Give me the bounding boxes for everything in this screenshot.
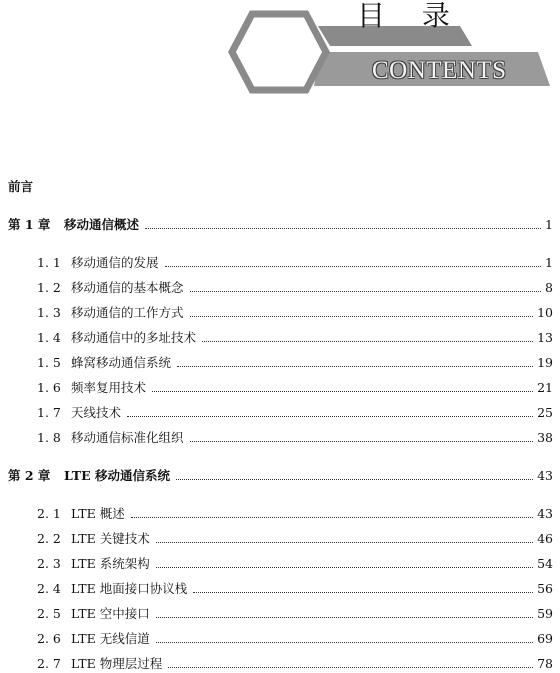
- toc-section-row[interactable]: [37, 380, 553, 396]
- toc-section-row[interactable]: [37, 631, 553, 647]
- toc-entry-title: LTE 无线信道: [71, 631, 150, 646]
- toc-entry-title: LTE 空中接口: [71, 606, 150, 621]
- toc-page-number: 43: [537, 506, 553, 521]
- toc-entry-title: LTE 地面接口协议栈: [71, 581, 188, 596]
- toc-dot-leader: [165, 266, 542, 267]
- toc-entry-title: 移动通信概述: [64, 217, 140, 232]
- toc-entry-title: 移动通信的工作方式: [71, 305, 184, 320]
- toc-section-row[interactable]: [37, 556, 553, 572]
- toc-entry-title: 天线技术: [71, 405, 122, 420]
- toc-section-row[interactable]: [37, 305, 553, 321]
- toc-section-row[interactable]: [37, 506, 553, 522]
- toc-page-number: 10: [537, 305, 553, 320]
- toc-dot-leader: [168, 667, 533, 668]
- toc-entry-number: 2. 6: [37, 631, 61, 646]
- toc-entry-title: LTE 概述: [71, 506, 125, 521]
- toc-dot-leader: [156, 617, 533, 618]
- toc-entry-number: 1. 2: [37, 280, 61, 295]
- toc-preface[interactable]: [8, 179, 33, 195]
- toc-entry-title: 蜂窝移动通信系统: [71, 355, 172, 370]
- toc-page-number: 78: [537, 656, 553, 671]
- toc-entry-title: LTE 移动通信系统: [64, 468, 170, 483]
- toc-page-number: 19: [537, 355, 553, 370]
- toc-entry-number: 1. 8: [37, 430, 61, 445]
- toc-section-row[interactable]: [37, 355, 553, 371]
- toc-entry-title: 移动通信的基本概念: [71, 280, 184, 295]
- toc-page-number: 25: [537, 405, 553, 420]
- toc-section-row[interactable]: [37, 430, 553, 446]
- toc-section-row[interactable]: [37, 531, 553, 547]
- toc-section-row[interactable]: [37, 330, 553, 346]
- title-english: CONTENTS: [372, 57, 507, 84]
- toc-page-number: 69: [537, 631, 553, 646]
- toc-entry-number: 2. 2: [37, 531, 61, 546]
- toc-page-number: 1: [545, 255, 553, 270]
- toc-entry-title: LTE 物理层过程: [71, 656, 163, 671]
- toc-chapter-row[interactable]: [8, 468, 553, 484]
- toc-entry-number: 2. 7: [37, 656, 61, 671]
- toc-entry-title: LTE 关键技术: [71, 531, 150, 546]
- toc-entry-number: 2. 4: [37, 581, 61, 596]
- toc-entry-title: 移动通信标准化组织: [71, 430, 184, 445]
- toc-section-row[interactable]: [37, 606, 553, 622]
- toc-entry-title: 频率复用技术: [71, 380, 147, 395]
- toc-entry-title: 移动通信的发展: [71, 255, 159, 270]
- toc-entry-number: 2. 3: [37, 556, 61, 571]
- toc-entry-number: 1. 3: [37, 305, 61, 320]
- toc-section-row[interactable]: [37, 581, 553, 597]
- toc-dot-leader: [152, 391, 533, 392]
- toc-dot-leader: [156, 642, 533, 643]
- toc-section-row[interactable]: [37, 656, 553, 672]
- toc-page-number: 13: [537, 330, 553, 345]
- toc-section-row[interactable]: [37, 255, 553, 271]
- contents-header: [0, 0, 560, 100]
- title-chinese: 目 录: [357, 0, 464, 32]
- toc-section-row[interactable]: [37, 280, 553, 296]
- toc-entry-number: 1. 5: [37, 355, 61, 370]
- toc-entry-number: 1. 7: [37, 405, 61, 420]
- toc-dot-leader: [156, 567, 533, 568]
- toc-entry-number: 1. 4: [37, 330, 61, 345]
- toc-page-number: 46: [537, 531, 553, 546]
- toc-page-number: 21: [537, 380, 553, 395]
- toc-dot-leader: [131, 517, 533, 518]
- toc-page-number: 43: [537, 468, 553, 483]
- toc-chapter-row[interactable]: [8, 217, 553, 233]
- toc-dot-leader: [202, 341, 533, 342]
- toc-entry-title: LTE 系统架构: [71, 556, 150, 571]
- toc-dot-leader: [156, 542, 533, 543]
- toc-page-number: 1: [545, 217, 553, 232]
- toc-dot-leader: [177, 366, 533, 367]
- toc-entry-number: 2. 5: [37, 606, 61, 621]
- toc-page-number: 8: [545, 280, 553, 295]
- toc-section-row[interactable]: [37, 405, 553, 421]
- toc-dot-leader: [145, 228, 541, 229]
- toc-dot-leader: [190, 316, 534, 317]
- toc-entry-number: 第 1 章: [8, 217, 51, 232]
- toc-entry-number: 1. 1: [37, 255, 61, 270]
- toc-page-number: 54: [537, 556, 553, 571]
- hexagon-icon: [232, 14, 326, 90]
- toc-dot-leader: [193, 592, 533, 593]
- toc-entry-number: 2. 1: [37, 506, 61, 521]
- toc-entry-number: 第 2 章: [8, 468, 51, 483]
- toc-page-number: 56: [537, 581, 553, 596]
- toc-entry-title: 移动通信中的多址技术: [71, 330, 197, 345]
- toc-dot-leader: [176, 479, 533, 480]
- toc-page-number: 59: [537, 606, 553, 621]
- toc-dot-leader: [190, 441, 534, 442]
- toc-page-number: 38: [537, 430, 553, 445]
- toc-dot-leader: [190, 291, 542, 292]
- toc-entry-number: 1. 6: [37, 380, 61, 395]
- toc-preface-label: 前言: [8, 179, 34, 194]
- toc-dot-leader: [127, 416, 533, 417]
